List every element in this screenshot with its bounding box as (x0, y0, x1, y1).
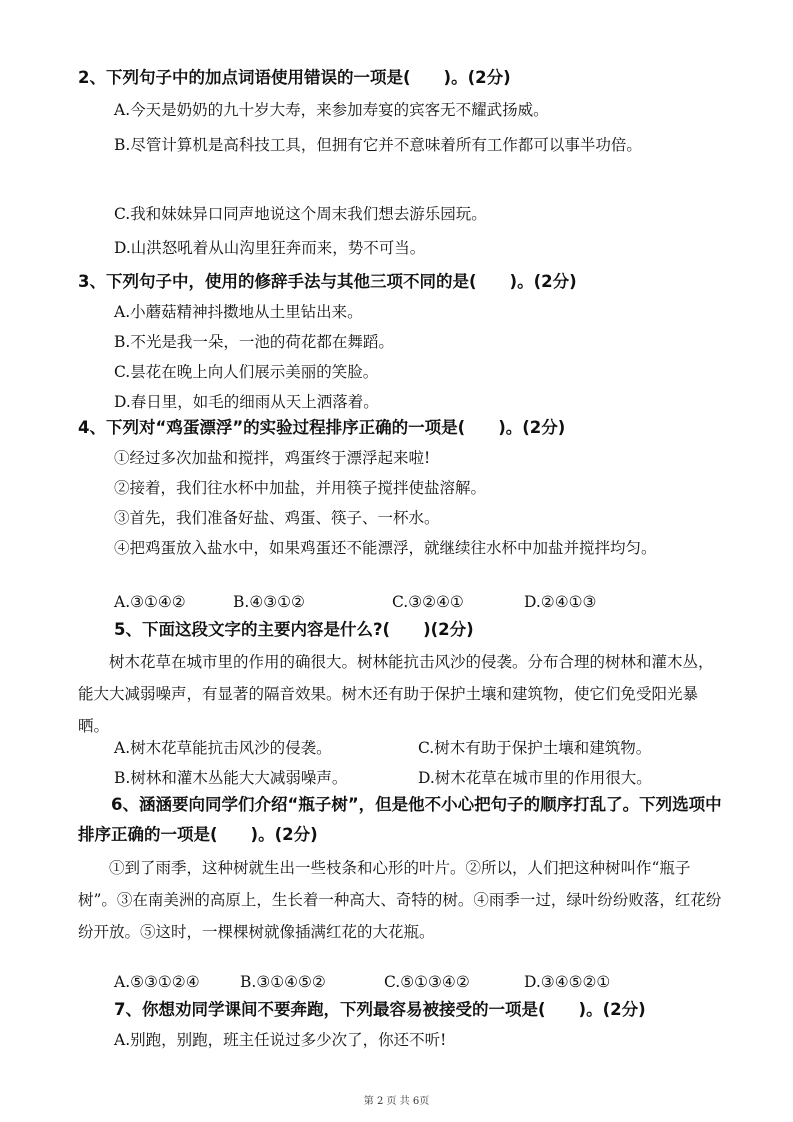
question-5-option-c: C.树木有助于保护土壤和建筑物。 (418, 739, 652, 757)
question-2-stem: 2、下列句子中的加点词语使用错误的一项是( )。(2分) (78, 68, 511, 87)
question-5-option-b: B.树林和灌木丛能大大减弱噪声。 (114, 769, 348, 787)
question-3-option-b: B.不光是我一朵，一池的荷花都在舞蹈。 (114, 333, 394, 351)
question-2-option-c: C.我和妹妹异口同声地说这个周末我们想去游乐园玩。 (114, 205, 487, 223)
question-6-option-d: D.③④⑤②① (524, 973, 611, 991)
question-2-option-b: B.尽管计算机是高科技工具，但拥有它并不意味着所有工作都可以事半功倍。 (114, 136, 642, 154)
question-2-option-a: A.今天是奶奶的九十岁大寿，来参加寿宴的宾客无不耀武扬威。 (114, 101, 549, 119)
question-3-stem: 3、下列句子中，使用的修辞手法与其他三项不同的是( )。(2分) (78, 272, 577, 291)
question-6-stem: 6、涵涵要向同学们介绍“瓶子树”，但是他不小心把句子的顺序打乱了。下列选项中排序正确的一项是( )。(2分) (78, 795, 722, 844)
question-6-passage: ①到了雨季，这种树就生出一些枝条和心形的叶片。②所以，人们把这种树叫作“瓶子树”。③在南美洲的高原上，生长着一种高大、奇特的树。④雨季一过，绿叶纷纷败落，红花纷纷开放。⑤这时，一棵棵树就像插满红花的大花瓶。 (78, 859, 722, 941)
page-footer: 第 2 页 共 6页 (363, 1096, 430, 1107)
question-4-option-c: C.③②④① (392, 593, 464, 611)
question-2-option-d: D.山洪怒吼着从山沟里狂奔而来，势不可当。 (114, 239, 426, 257)
question-4-step-3: ③首先，我们准备好盐、鸡蛋、筷子、一杯水。 (114, 509, 440, 527)
question-3-option-d: D.春日里，如毛的细雨从天上洒落着。 (114, 393, 379, 411)
question-4-step-2: ②接着，我们往水杯中加盐，并用筷子搅拌使盐溶解。 (114, 479, 487, 497)
question-4-option-b: B.④③①② (233, 593, 305, 611)
question-5-stem: 5、下面这段文字的主要内容是什么?( )(2分) (114, 620, 474, 639)
question-4-step-4: ④把鸡蛋放入盐水中，如果鸡蛋还不能漂浮，就继续往水杯中加盐并搅拌均匀。 (114, 539, 657, 557)
question-3-option-c: C.昙花在晚上向人们展示美丽的笑脸。 (114, 363, 379, 381)
question-6-option-c: C.⑤①③④② (384, 973, 470, 991)
question-5-option-a: A.树木花草能抗击风沙的侵袭。 (114, 739, 332, 757)
question-5-option-d: D.树木花草在城市里的作用很大。 (418, 769, 652, 787)
question-4-option-d: D.②④①③ (524, 593, 597, 611)
question-6-option-a: A.⑤③①②④ (114, 973, 200, 991)
question-6-option-b: B.③①④⑤② (240, 973, 326, 991)
question-4-stem: 4、下列对“鸡蛋漂浮”的实验过程排序正确的一项是( )。(2分) (78, 418, 566, 437)
question-7-option-a: A.别跑，别跑，班主任说过多少次了，你还不听! (114, 1031, 447, 1049)
question-3-option-a: A.小蘑菇精神抖擞地从土里钻出来。 (114, 303, 363, 321)
question-4-step-1: ①经过多次加盐和搅拌，鸡蛋终于漂浮起来啦! (114, 449, 431, 467)
question-7-stem: 7、你想劝同学课间不要奔跑，下列最容易被接受的一项是( )。(2分) (114, 1000, 646, 1019)
question-4-option-a: A.③①④② (114, 593, 186, 611)
question-5-passage: 树木花草在城市里的作用的确很大。树林能抗击风沙的侵袭。分布合理的树林和灌木丛，能大大减弱噪声，有显著的隔音效果。树木还有助于保护土壤和建筑物，使它们免受阳光暴晒。 (78, 653, 714, 735)
